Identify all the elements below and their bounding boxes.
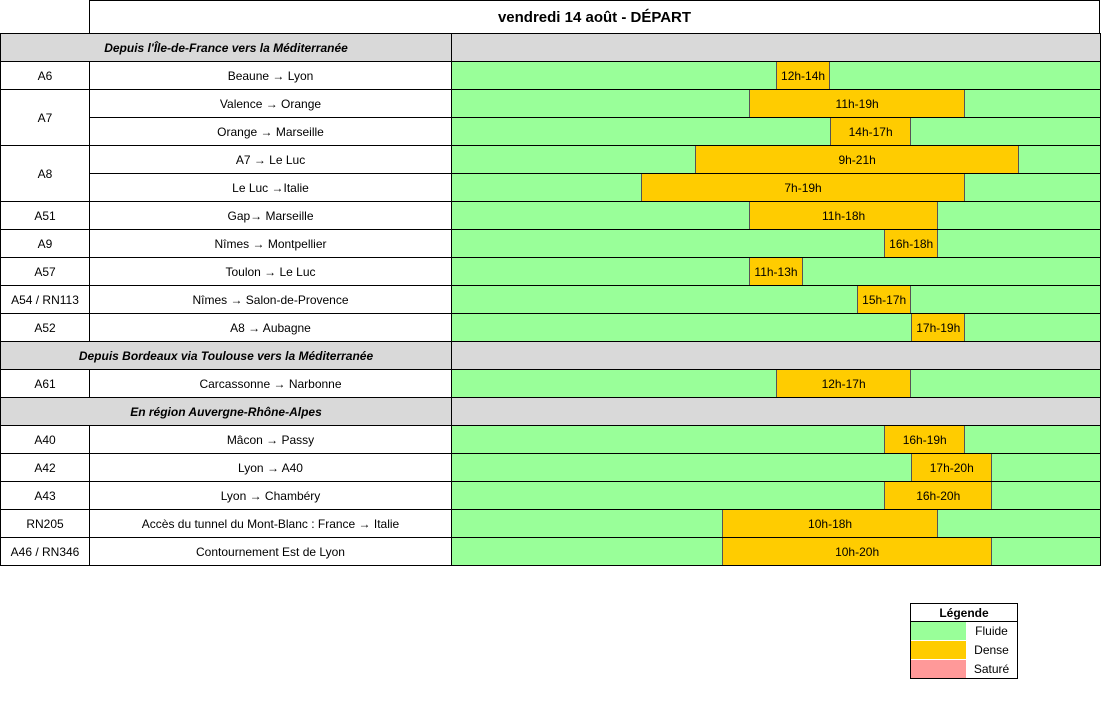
dense-bar: 10h-18h xyxy=(722,510,938,537)
dense-bar: 11h-13h xyxy=(749,258,803,285)
dense-bar: 16h-19h xyxy=(884,426,965,453)
dense-bar: 15h-17h xyxy=(857,286,911,313)
road-label: A57 xyxy=(0,257,90,286)
legend-swatch xyxy=(911,641,966,659)
road-label: A54 / RN113 xyxy=(0,285,90,314)
fluide-bar xyxy=(451,229,1101,258)
fluide-bar xyxy=(451,481,1101,510)
legend-label: Dense xyxy=(974,643,1009,657)
legend-swatch xyxy=(911,660,966,678)
section-header-fill xyxy=(451,33,1101,62)
segment-label: A7 → Le Luc xyxy=(89,145,452,174)
road-label: A51 xyxy=(0,201,90,230)
segment-label: Contournement Est de Lyon xyxy=(89,537,452,566)
segment-label: Orange → Marseille xyxy=(89,117,452,146)
segment-label: Nîmes → Montpellier xyxy=(89,229,452,258)
dense-bar: 16h-18h xyxy=(884,230,938,257)
fluide-bar xyxy=(451,313,1101,342)
fluide-bar xyxy=(451,117,1101,146)
legend-label: Saturé xyxy=(973,662,1010,676)
segment-label: Valence → Orange xyxy=(89,89,452,118)
legend-label: Fluide xyxy=(975,624,1008,638)
segment-label: Accès du tunnel du Mont-Blanc : France → Italie xyxy=(89,509,452,538)
page-title: vendredi 14 août - DÉPART xyxy=(89,0,1100,34)
segment-label: Beaune → Lyon xyxy=(89,61,452,90)
road-label: A52 xyxy=(0,313,90,342)
segment-label: Carcassonne → Narbonne xyxy=(89,369,452,398)
section-header-fill xyxy=(451,341,1101,370)
dense-bar: 7h-19h xyxy=(641,174,966,201)
section-header: En région Auvergne-Rhône-Alpes xyxy=(0,397,452,426)
road-label: A7 xyxy=(0,89,90,146)
road-label: A61 xyxy=(0,369,90,398)
segment-label: Lyon → A40 xyxy=(89,453,452,482)
road-label: A43 xyxy=(0,481,90,510)
road-label: A40 xyxy=(0,425,90,454)
dense-bar: 10h-20h xyxy=(722,538,992,565)
road-label: A8 xyxy=(0,145,90,202)
dense-bar: 12h-17h xyxy=(776,370,911,397)
segment-label: A8 → Aubagne xyxy=(89,313,452,342)
fluide-bar xyxy=(451,425,1101,454)
segment-label: Mâcon → Passy xyxy=(89,425,452,454)
road-label: A46 / RN346 xyxy=(0,537,90,566)
dense-bar: 12h-14h xyxy=(776,62,830,89)
dense-bar: 9h-21h xyxy=(695,146,1020,173)
segment-label: Gap→ Marseille xyxy=(89,201,452,230)
dense-bar: 17h-20h xyxy=(911,454,992,481)
segment-label: Nîmes → Salon-de-Provence xyxy=(89,285,452,314)
segment-label: Lyon → Chambéry xyxy=(89,481,452,510)
dense-bar: 17h-19h xyxy=(911,314,965,341)
segment-label: Le Luc →Italie xyxy=(89,173,452,202)
section-header: Depuis Bordeaux via Toulouse vers la Méditerranée xyxy=(0,341,452,370)
fluide-bar xyxy=(451,453,1101,482)
road-label: A6 xyxy=(0,61,90,90)
dense-bar: 16h-20h xyxy=(884,482,992,509)
segment-label: Toulon → Le Luc xyxy=(89,257,452,286)
dense-bar: 11h-19h xyxy=(749,90,965,117)
section-header: Depuis l'Île-de-France vers la Méditerranée xyxy=(0,33,452,62)
road-label: A9 xyxy=(0,229,90,258)
dense-bar: 11h-18h xyxy=(749,202,938,229)
legend-title: Légende xyxy=(910,603,1018,622)
road-label: RN205 xyxy=(0,509,90,538)
road-label: A42 xyxy=(0,453,90,482)
section-header-fill xyxy=(451,397,1101,426)
legend-swatch xyxy=(911,622,966,640)
table-corner xyxy=(0,0,90,34)
dense-bar: 14h-17h xyxy=(830,118,911,145)
fluide-bar xyxy=(451,285,1101,314)
